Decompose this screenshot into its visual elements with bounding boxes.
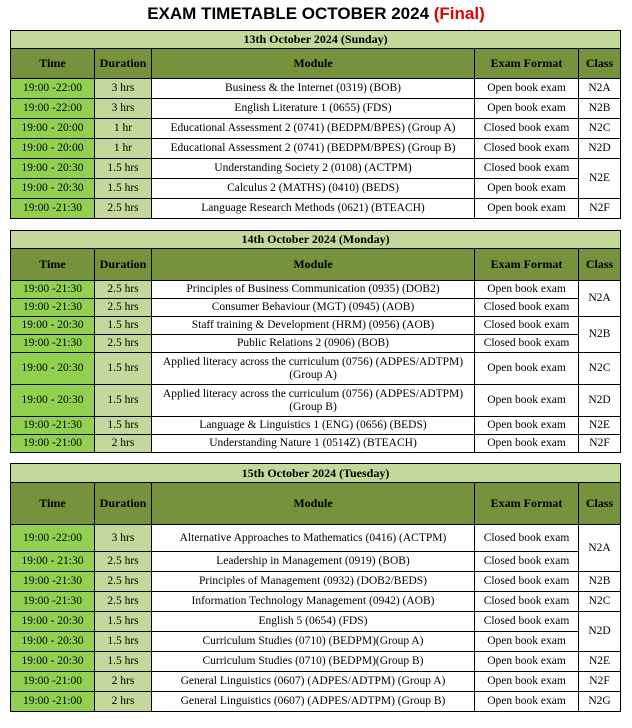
cell-format: Closed book exam [475,159,579,179]
cell-format: Closed book exam [475,612,579,632]
cell-duration: 2.5 hrs [95,592,152,612]
cell-module: Curriculum Studies (0710) (BEDPM)(Group B) [152,652,475,672]
cell-class: N2E [579,652,621,672]
table-row [11,179,621,199]
cell-time: 19:00 - 20:30 [11,179,95,199]
table-row [11,159,621,179]
cell-module: Curriculum Studies (0710) (BEDPM)(Group A) [152,632,475,652]
cell-time: 19:00 - 20:30 [11,385,95,417]
table-row [11,139,621,159]
cell-module: Information Technology Management (0942) (AOB) [152,592,475,612]
cell-duration: 2.5 hrs [95,281,152,299]
cell-class: N2E [579,159,621,199]
cell-format: Open book exam [475,353,579,385]
cell-time: 19:00 -21:30 [11,335,95,353]
cell-module: Language & Linguistics 1 (ENG) (0656) (BEDS) [152,417,475,435]
table-row [11,79,621,99]
cell-format: Open book exam [475,179,579,199]
cell-time: 19:00 - 20:30 [11,652,95,672]
cell-duration: 2.5 hrs [95,299,152,317]
cell-module: Staff training & Development (HRM) (0956) (AOB) [152,317,475,335]
header-exam-format: Exam Format [475,49,579,79]
cell-duration: 1 hr [95,119,152,139]
cell-class: N2F [579,435,621,453]
cell-duration: 1 hr [95,139,152,159]
table-row [11,592,621,612]
cell-time: 19:00 - 20:00 [11,119,95,139]
cell-format: Closed book exam [475,119,579,139]
table-row [11,353,621,385]
cell-time: 19:00 - 20:30 [11,632,95,652]
cell-time: 19:00 - 20:30 [11,317,95,335]
table-row [11,199,621,219]
cell-time: 19:00 -22:00 [11,99,95,119]
cell-duration: 1.5 hrs [95,353,152,385]
day-date: 13th October 2024 (Sunday) [11,31,621,49]
cell-time: 19:00 -21:30 [11,592,95,612]
cell-module: English 5 (0654) (FDS) [152,612,475,632]
cell-time: 19:00 -22:00 [11,79,95,99]
cell-time: 19:00 -21:30 [11,299,95,317]
cell-time: 19:00 -21:30 [11,281,95,299]
cell-class: N2C [579,119,621,139]
cell-class: N2G [579,692,621,712]
cell-duration: 1.5 hrs [95,317,152,335]
table-row [11,335,621,353]
cell-class: N2C [579,592,621,612]
cell-class: N2D [579,612,621,652]
table-row [11,99,621,119]
table-row [11,572,621,592]
header-duration: Duration [95,49,152,79]
table-row [11,612,621,632]
cell-class: N2B [579,99,621,119]
cell-class: N2B [579,572,621,592]
cell-module: Educational Assessment 2 (0741) (BEDPM/BPES) (Group A) [152,119,475,139]
title-main: EXAM TIMETABLE OCTOBER 2024 [147,4,430,23]
cell-class: N2A [579,525,621,572]
table-row [11,435,621,453]
table-row [11,632,621,652]
cell-format: Closed book exam [475,525,579,552]
cell-module: General Linguistics (0607) (ADPES/ADTPM) (Group A) [152,672,475,692]
cell-format: Closed book exam [475,592,579,612]
header-time: Time [11,483,95,525]
day-date: 14th October 2024 (Monday) [11,231,621,249]
day-table-sunday [10,30,621,219]
cell-duration: 2 hrs [95,672,152,692]
cell-class: N2A [579,79,621,99]
cell-time: 19:00 -21:00 [11,672,95,692]
cell-module: Applied literacy across the curriculum (0756) (ADPES/ADTPM) (Group B) [152,385,475,417]
cell-module: Applied literacy across the curriculum (0756) (ADPES/ADTPM) (Group A) [152,353,475,385]
cell-duration: 1.5 hrs [95,179,152,199]
header-module: Module [152,49,475,79]
cell-module: Understanding Nature 1 (0514Z) (BTEACH) [152,435,475,453]
cell-class: N2F [579,199,621,219]
header-exam-format: Exam Format [475,483,579,525]
cell-format: Open book exam [475,692,579,712]
cell-time: 19:00 -21:30 [11,199,95,219]
table-row [11,317,621,335]
cell-duration: 1.5 hrs [95,612,152,632]
cell-module: Language Research Methods (0621) (BTEACH) [152,199,475,219]
cell-format: Closed book exam [475,317,579,335]
cell-duration: 1.5 hrs [95,159,152,179]
cell-format: Open book exam [475,99,579,119]
cell-module: Alternative Approaches to Mathematics (0416) (ACTPM) [152,525,475,552]
cell-format: Closed book exam [475,572,579,592]
header-module: Module [152,249,475,281]
table-row [11,281,621,299]
cell-duration: 1.5 hrs [95,652,152,672]
day-table-tuesday [10,463,621,712]
cell-time: 19:00 - 20:30 [11,159,95,179]
cell-time: 19:00 - 20:30 [11,353,95,385]
cell-format: Closed book exam [475,139,579,159]
header-class: Class [579,249,621,281]
cell-duration: 2 hrs [95,692,152,712]
cell-duration: 2 hrs [95,435,152,453]
cell-class: N2E [579,417,621,435]
cell-duration: 2.5 hrs [95,199,152,219]
cell-format: Open book exam [475,652,579,672]
cell-time: 19:00 -21:30 [11,572,95,592]
cell-module: General Linguistics (0607) (ADPES/ADTPM) (Group B) [152,692,475,712]
cell-duration: 2.5 hrs [95,335,152,353]
table-row [11,652,621,672]
cell-class: N2D [579,385,621,417]
header-time: Time [11,249,95,281]
cell-format: Closed book exam [475,299,579,317]
cell-class: N2D [579,139,621,159]
cell-format: Open book exam [475,199,579,219]
cell-module: Educational Assessment 2 (0741) (BEDPM/BPES) (Group B) [152,139,475,159]
cell-format: Open book exam [475,385,579,417]
cell-time: 19:00 -22:00 [11,525,95,552]
cell-module: Principles of Business Communication (0935) (DOB2) [152,281,475,299]
cell-duration: 2.5 hrs [95,572,152,592]
cell-time: 19:00 - 20:00 [11,139,95,159]
table-row [11,299,621,317]
cell-module: Calculus 2 (MATHS) (0410) (BEDS) [152,179,475,199]
title-final-tag: (Final) [433,4,485,23]
header-module: Module [152,483,475,525]
table-row [11,385,621,417]
cell-class: N2B [579,317,621,353]
header-class: Class [579,49,621,79]
cell-module: Understanding Society 2 (0108) (ACTPM) [152,159,475,179]
header-exam-format: Exam Format [475,249,579,281]
cell-format: Open book exam [475,632,579,652]
header-class: Class [579,483,621,525]
cell-duration: 1.5 hrs [95,632,152,652]
cell-duration: 3 hrs [95,99,152,119]
cell-format: Open book exam [475,435,579,453]
table-row [11,692,621,712]
cell-format: Open book exam [475,417,579,435]
cell-format: Closed book exam [475,335,579,353]
cell-format: Open book exam [475,281,579,299]
cell-duration: 3 hrs [95,525,152,552]
cell-module: Consumer Behaviour (MGT) (0945) (AOB) [152,299,475,317]
cell-time: 19:00 -21:00 [11,435,95,453]
header-time: Time [11,49,95,79]
header-duration: Duration [95,483,152,525]
cell-duration: 2.5 hrs [95,552,152,572]
day-table-monday [10,230,621,453]
cell-module: Public Relations 2 (0906) (BOB) [152,335,475,353]
cell-duration: 1.5 hrs [95,385,152,417]
cell-module: English Literature 1 (0655) (FDS) [152,99,475,119]
cell-time: 19:00 -21:00 [11,692,95,712]
cell-class: N2A [579,281,621,317]
day-date: 15th October 2024 (Tuesday) [11,464,621,483]
table-row [11,525,621,552]
cell-format: Open book exam [475,672,579,692]
cell-time: 19:00 -21:30 [11,417,95,435]
cell-duration: 3 hrs [95,79,152,99]
cell-module: Business & the Internet (0319) (BOB) [152,79,475,99]
table-row [11,672,621,692]
page-title [0,4,632,24]
cell-module: Principles of Management (0932) (DOB2/BEDS) [152,572,475,592]
cell-time: 19:00 - 21:30 [11,552,95,572]
cell-format: Open book exam [475,79,579,99]
cell-module: Leadership in Management (0919) (BOB) [152,552,475,572]
cell-format: Closed book exam [475,552,579,572]
cell-time: 19:00 - 20:30 [11,612,95,632]
cell-class: N2C [579,353,621,385]
table-row [11,417,621,435]
cell-duration: 1.5 hrs [95,417,152,435]
header-duration: Duration [95,249,152,281]
table-row [11,552,621,572]
table-row [11,119,621,139]
cell-class: N2F [579,672,621,692]
